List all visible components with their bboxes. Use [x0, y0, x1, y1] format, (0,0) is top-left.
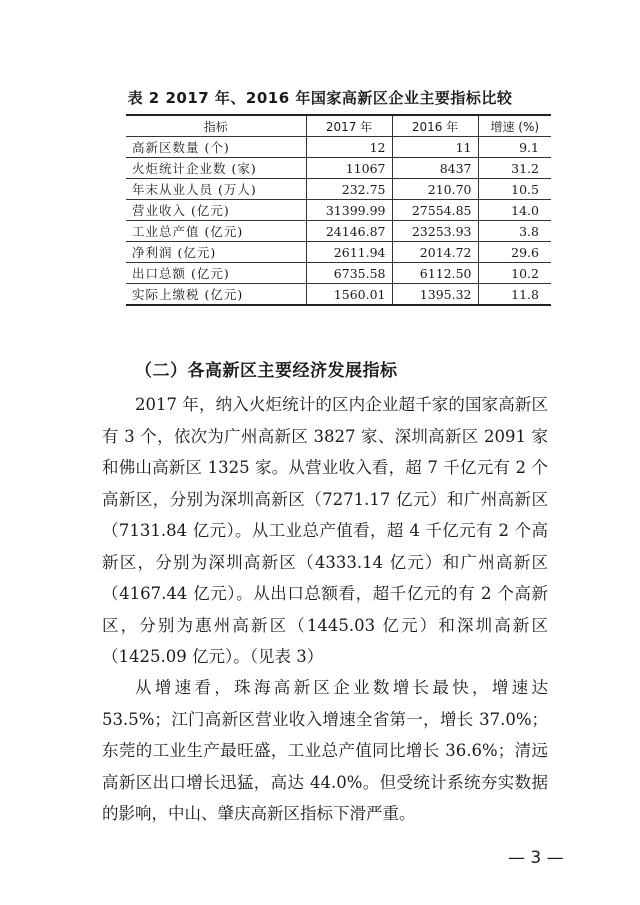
table-row: [126, 263, 551, 284]
value-2017: 2611.94: [306, 242, 392, 263]
value-2017: 31399.99: [306, 200, 392, 221]
row-label: 出口总额 (亿元): [126, 263, 306, 284]
growth-rate: 14.0: [478, 200, 551, 221]
row-label: 工业总产值 (亿元): [126, 221, 306, 242]
row-label: 实际上缴税 (亿元): [126, 284, 306, 306]
table-row: [126, 284, 551, 306]
table-row: [126, 242, 551, 263]
row-label: 火炬统计企业数 (家): [126, 158, 306, 179]
table-row: [126, 179, 551, 200]
body-paragraph-1: 2017 年，纳入火炬统计的区内企业超千家的国家高新区有 3 个，依次为广州高新区 3827 家、深圳高新区 2091 家和佛山高新区 1325 家。从营业收入看，超 7 千亿元有 2 个高新区，分别为深圳高新区（7271.17 亿元）和广州高新区（7131.84 亿元）。从工业总产值看，超 4 千亿元有 2 个高新区，分别为深圳高新区（4333.14 亿元）和广州高新区（4167.44 亿元）。从出口总额看，超千亿元的有 2 个高新区，分别为惠州高新区（1445.03 亿元）和深圳高新区（1425.09 亿元）。（见表 3）: [102, 395, 548, 666]
value-2016: 27554.85: [392, 200, 478, 221]
value-2016: 23253.93: [392, 221, 478, 242]
growth-rate: 3.8: [478, 221, 551, 242]
growth-rate: 10.2: [478, 263, 551, 284]
row-label: 净利润 (亿元): [126, 242, 306, 263]
value-2017: 11067: [306, 158, 392, 179]
row-label: 高新区数量 (个): [126, 137, 306, 158]
value-2017: 12: [306, 137, 392, 158]
header-growth: 增速 (%): [478, 115, 551, 137]
growth-rate: 10.5: [478, 179, 551, 200]
table-row: [126, 137, 551, 158]
row-label: 营业收入 (亿元): [126, 200, 306, 221]
section-heading: （二）各高新区主要经济发展指标: [135, 361, 398, 381]
value-2016: 6112.50: [392, 263, 478, 284]
value-2017: 24146.87: [306, 221, 392, 242]
body-paragraph-2: 从增速看，珠海高新区企业数增长最快，增速达 53.5%；江门高新区营业收入增速全省第一，增长 37.0%；东莞的工业生产最旺盛，工业总产值同比增长 36.6%；清远高新区出口增长迅猛，高达 44.0%。但受统计系统夯实数据的影响，中山、肇庆高新区指标下滑严重。: [102, 678, 548, 823]
value-2017: 6735.58: [306, 263, 392, 284]
value-2017: 232.75: [306, 179, 392, 200]
growth-rate: 9.1: [478, 137, 551, 158]
value-2016: 8437: [392, 158, 478, 179]
value-2016: 11: [392, 137, 478, 158]
value-2016: 1395.32: [392, 284, 478, 306]
table-header-row: [126, 115, 551, 137]
table-row: [126, 158, 551, 179]
table-row: [126, 200, 551, 221]
indicator-comparison-table: [126, 114, 551, 306]
row-label: 年末从业人员 (万人): [126, 179, 306, 200]
value-2016: 2014.72: [392, 242, 478, 263]
value-2017: 1560.01: [306, 284, 392, 306]
table-row: [126, 221, 551, 242]
growth-rate: 11.8: [478, 284, 551, 306]
page-number: — 3 —: [508, 848, 564, 868]
header-2017: 2017 年: [306, 115, 392, 137]
header-2016: 2016 年: [392, 115, 478, 137]
header-indicator: 指标: [126, 115, 306, 137]
growth-rate: 29.6: [478, 242, 551, 263]
growth-rate: 31.2: [478, 158, 551, 179]
table-caption: 表 2 2017 年、2016 年国家高新区企业主要指标比较: [127, 89, 513, 107]
value-2016: 210.70: [392, 179, 478, 200]
